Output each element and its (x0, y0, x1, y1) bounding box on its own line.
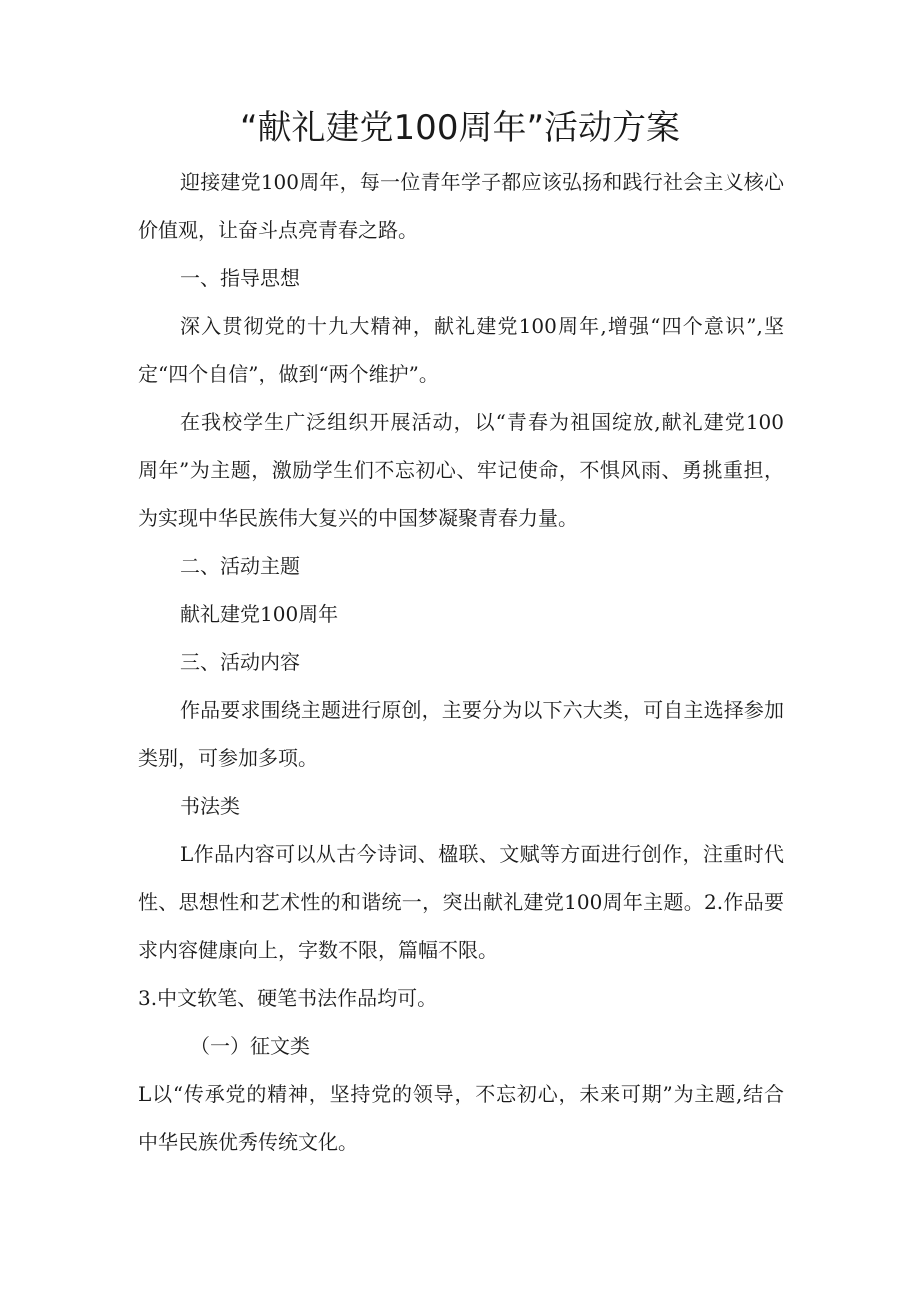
text-line: L以“传承党的精神，坚持党的领导，不忘初心，未来可期”为主题,结合 (138, 1082, 784, 1106)
document-title: “献礼建党100周年”活动方案 (239, 108, 681, 148)
paragraph-theme (138, 590, 784, 638)
paragraph-calligraphy-3 (138, 974, 784, 1022)
subheading-essay (138, 1022, 784, 1070)
text-line: 周年”为主题，激励学生们不忘初心、牢记使命，不惧风雨、勇挑重担， (138, 458, 784, 482)
text-line: 三、活动内容 (180, 650, 300, 674)
paragraph-content-1 (138, 686, 784, 782)
subheading-calligraphy (138, 782, 784, 830)
text-line: 迎接建党100周年，每一位青年学子都应该弘扬和践行社会主义核心 (180, 170, 784, 194)
text-line: 作品要求围绕主题进行原创，主要分为以下六大类，可自主选择参加 (180, 698, 784, 722)
text-line: 价值观，让奋斗点亮青春之路。 (138, 218, 418, 242)
text-line: L作品内容可以从古今诗词、楹联、文赋等方面进行创作，注重时代 (180, 842, 784, 866)
text-line: 性、思想性和艺术性的和谐统一，突出献礼建党100周年主题。2.作品要 (138, 890, 784, 914)
section-heading-guiding-thought (138, 254, 784, 302)
text-line: 中华民族优秀传统文化。 (138, 1130, 358, 1154)
section-heading-activity-theme (138, 542, 784, 590)
paragraph-calligraphy-1 (138, 830, 784, 974)
text-line: 二、活动主题 (180, 554, 300, 578)
text-line: （一）征文类 (190, 1034, 310, 1058)
paragraph-intro (138, 158, 784, 254)
text-line: 为实现中华民族伟大复兴的中国梦凝聚青春力量。 (138, 506, 578, 530)
text-line: 在我校学生广泛组织开展活动，以“青春为祖国绽放,献礼建党100 (180, 410, 784, 434)
text-line: 书法类 (180, 794, 240, 818)
section-heading-activity-content (138, 638, 784, 686)
text-line: 一、指导思想 (180, 266, 300, 290)
paragraph-guide-2 (138, 398, 784, 542)
paragraph-essay-1 (138, 1070, 784, 1166)
text-line: 深入贯彻党的十九大精神，献礼建党100周年,增强“四个意识”,坚 (180, 314, 784, 338)
text-line: 求内容健康向上，字数不限，篇幅不限。 (138, 938, 498, 962)
text-line: 类别，可参加多项。 (138, 746, 318, 770)
text-line: 定“四个自信”，做到“两个维护”。 (138, 362, 439, 386)
text-line: 3.中文软笔、硬笔书法作品均可。 (138, 986, 438, 1010)
paragraph-guide-1 (138, 302, 784, 398)
text-line: 献礼建党100周年 (180, 602, 339, 626)
document-body (138, 158, 784, 1166)
